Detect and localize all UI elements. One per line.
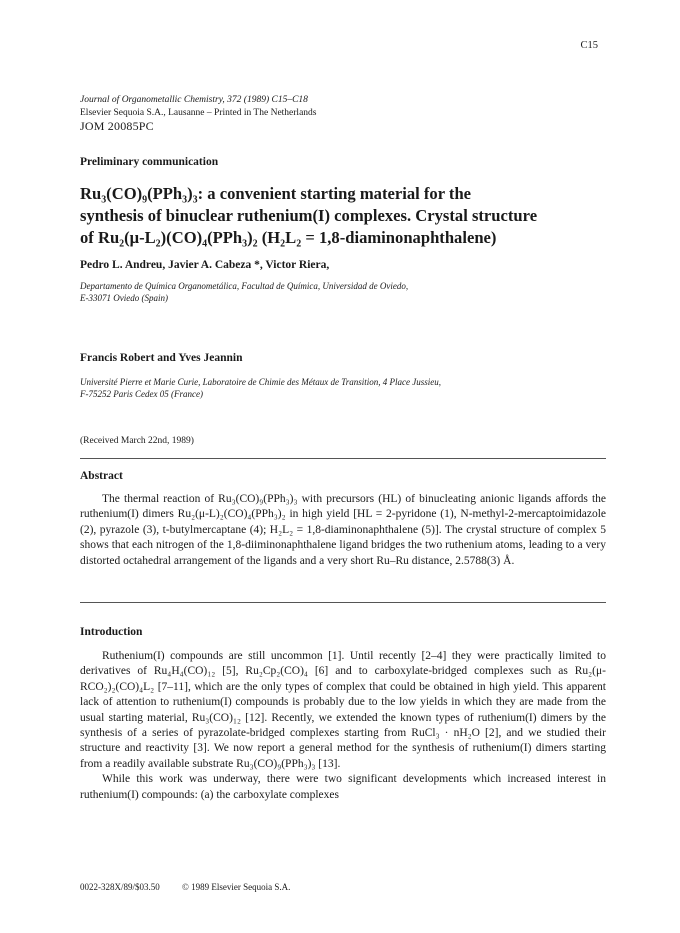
- affiliation-2-line-1: Université Pierre et Marie Curie, Laboratoire de Chimie des Métaux de Transition, 4 Place Jussieu,: [80, 377, 442, 387]
- abstract-body: [80, 492, 606, 569]
- divider-top: [80, 458, 606, 459]
- affiliation-1: [80, 280, 610, 304]
- title-line-2: synthesis of binuclear ruthenium(I) complexes. Crystal structure: [80, 206, 538, 225]
- intro-paragraph-2: While this work was underway, there were two significant developments which increased interest in ruthenium(I) compounds: (a) the carboxylate complexes: [80, 773, 606, 801]
- page-number: C15: [580, 40, 598, 51]
- footer: [80, 882, 290, 892]
- affiliation-2: [80, 376, 610, 400]
- affiliation-2-line-2: F-75252 Paris Cedex 05 (France): [80, 389, 203, 399]
- authors-group-1: Pedro L. Andreu, Javier A. Cabeza *, Victor Riera,: [80, 259, 330, 271]
- paper-title: [80, 183, 605, 249]
- intro-paragraph-1: Ruthenium(I) compounds are still uncommon [1]. Until recently [2–4] they were practically limited to derivatives of Ru₄H₄(CO)₁₂ [5], Ru₂Cp₂(CO)₄ [6] and to carboxylate-bridged complexes such as Ru₂(μ-RCO₂)₂(CO)₄L₂ [7–11], which are the only types of complex that could be obtained in high yield. This apparent lack of attention to ruthenium(I) compounds is probably due to the low yields in which they are made from the usual starting material, Ru₃(CO)₁₂ [12]. Recently, we extended the known types of ruthenium(I) dimers by the synthesis of a series of pyrazolate-bridged complexes starting from RuCl₃ · nH₂O [2], and we studied their structure and reactivity [3]. We now report a general method for the synthesis of ruthenium(I) dimers starting from a readily available substrate Ru₃(CO)₉(PPh₃)₃ [13].: [80, 650, 606, 770]
- introduction-heading: Introduction: [80, 626, 143, 638]
- journal-header: [80, 94, 316, 133]
- abstract-text: The thermal reaction of Ru₃(CO)₉(PPh₃)₃ with precursors (HL) of binucleating anionic ligands affords the ruthenium(I) dimers Ru₂(μ-L)₂(CO)₄(PPh₃)₂ in high yield [HL = 2-pyridone (1), N-methyl-2-mercaptoimidazole (2), pyrazole (3), t-butylmercaptane (4); H₂L₂ = 1,8-diaminonaphthalene (5)]. The crystal structure of complex 5 shows that each nitrogen of the 1,8-diiminonaphthalene ligand bridges the two ruthenium atoms, leading to a very distorted octahedral arrangement of the ligands and a very short Ru–Ru distance, 2.5788(3) Å.: [80, 493, 606, 567]
- footer-copyright: © 1989 Elsevier Sequoia S.A.: [182, 882, 291, 892]
- footer-code: 0022-328X/89/$03.50: [80, 882, 160, 892]
- abstract-heading: Abstract: [80, 470, 123, 482]
- affiliation-1-line-1: Departamento de Química Organometálica, Facultad de Química, Universidad de Oviedo,: [80, 281, 409, 291]
- received-date: (Received March 22nd, 1989): [80, 436, 194, 446]
- divider-bottom: [80, 602, 606, 603]
- section-label: Preliminary communication: [80, 156, 219, 168]
- affiliation-1-line-2: E-33071 Oviedo (Spain): [80, 293, 168, 303]
- journal-code: JOM 20085PC: [80, 119, 154, 133]
- publisher-line: Elsevier Sequoia S.A., Lausanne – Printed in The Netherlands: [80, 107, 317, 118]
- introduction-body: [80, 649, 606, 803]
- title-line-3: of Ru₂(μ-L₂)(CO)₄(PPh₃)₂ (H₂L₂ = 1,8-diaminonaphthalene): [80, 228, 497, 247]
- authors-group-2: Francis Robert and Yves Jeannin: [80, 352, 243, 364]
- title-line-1: Ru₃(CO)₉(PPh₃)₃: a convenient starting material for the: [80, 184, 472, 203]
- journal-citation: Journal of Organometallic Chemistry, 372 (1989) C15–C18: [80, 95, 308, 105]
